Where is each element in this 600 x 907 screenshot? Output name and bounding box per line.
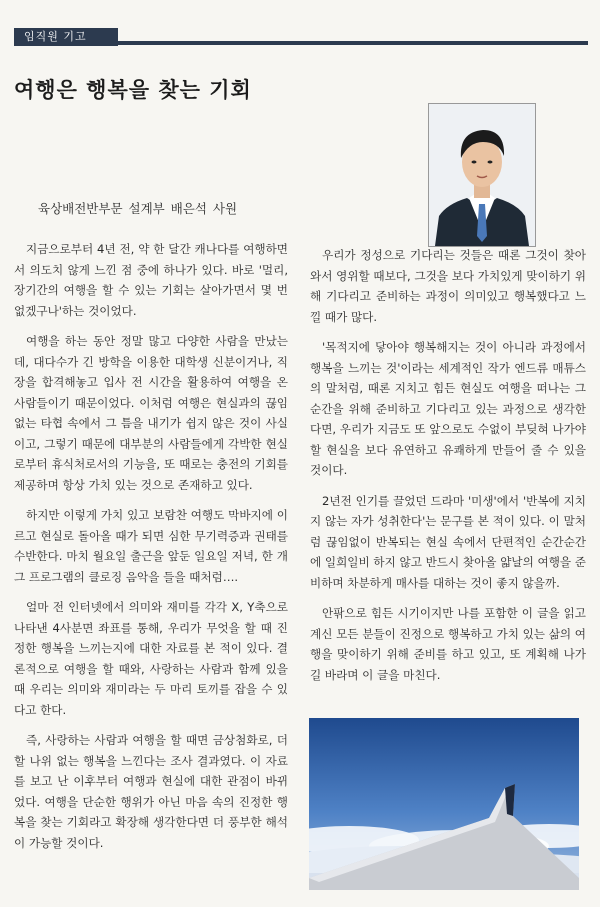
article-body-right-column: [310, 245, 586, 695]
body-paragraph: 하지만 이렇게 가치 있고 보람찬 여행도 막바지에 이르고 현실로 돌아올 때가 되면 심한 무기력증과 권태를 수반한다. 마치 월요일 출근을 앞둔 일요일 저녁, 한 개그 프로그램의 클로징 음악을 들을 때처럼….: [14, 508, 288, 584]
author-byline: 육상배전반부문 설계부 배은석 사원: [38, 201, 238, 216]
body-paragraph: '목적지에 닿아야 행복해지는 것이 아니라 과정에서 행복을 느끼는 것'이라는 세계적인 작가 엔드류 매튜스의 말처럼, 때론 지치고 힘든 현실도 여행을 떠나는 그 순간을 위해 준비하고 기다리고 있는 과정으로 생각한다면, 우리가 지금도 또 앞으로도 수없이 부딪혀 나가야 할 현실을 보다 유연하고 유쾌하게 만들어 줄 수 있을 것이다.: [310, 340, 586, 477]
section-divider: [118, 41, 588, 45]
body-paragraph: 여행을 하는 동안 정말 많고 다양한 사람을 만났는데, 대다수가 긴 방학을 이용한 대학생 신분이거나, 직장을 합격해놓고 입사 전 시간을 활용하여 여행을 온 사람들이기 때문이었다. 이처럼 여행은 현실과의 끊임없는 타협 속에서 그 틈을 내기가 쉽지 않은 것이 사실이고, 그렇기 때문에 대부분의 사람들에게 각박한 현실로부터 휴식처로서의 기능을, 또 때로는 충전의 기회를 제공하며 항상 가치 있는 것으로 존재하고 있다.: [14, 334, 288, 492]
body-paragraph: 지금으로부터 4년 전, 약 한 달간 캐나다를 여행하면서 의도치 않게 느낀 점 중에 하나가 있다. 바로 '멀리, 장기간의 여행을 할 수 있는 기회는 살아가면서 몇 번 없겠구나'하는 것이었다.: [14, 242, 288, 318]
body-paragraph: 안팎으로 힘든 시기이지만 나를 포함한 이 글을 읽고 계신 모든 분들이 진정으로 행복하고 가치 있는 삶의 여행을 맞이하기 위해 준비를 하고 있고, 또 계획해 나가길 바라며 이 글을 마친다.: [310, 606, 586, 682]
airplane-wing-photo: [309, 718, 579, 890]
body-paragraph: 우리가 정성으로 기다리는 것들은 때론 그것이 찾아와서 영위할 때보다, 그것을 보다 가치있게 맞이하기 위해 기다리고 준비하는 과정이 의미있고 행복했다고 느낄 때가 많다.: [310, 248, 586, 324]
article-body-left-column: [14, 239, 288, 863]
body-paragraph: 즉, 사랑하는 사람과 여행을 할 때면 금상첨화로, 더할 나위 없는 행복을 느낀다는 조사 결과였다. 이 자료를 보고 난 이후부터 여행과 현실에 대한 관점이 바뀌었다. 여행을 단순한 행위가 아닌 마음 속의 진정한 행복을 찾는 기회라고 확장해 생각한다면 더 풍부한 해석이 가능할 것이다.: [14, 733, 288, 850]
body-paragraph: 2년전 인기를 끌었던 드라마 '미생'에서 '반복에 지치지 않는 자가 성취한다'는 문구를 본 적이 있다. 이 말처럼 끊임없이 반복되는 현실 속에서 단편적인 순간순간에 일희일비 하지 않고 반드시 찾아올 얇날의 여행을 준비하며 차분하게 매사를 대하는 것이 좋지 않을까.: [310, 493, 586, 590]
author-portrait: [428, 103, 536, 247]
body-paragraph: 얼마 전 인터넷에서 의미와 재미를 각각 X, Y축으로 나타낸 4사분면 좌표를 통해, 우리가 무엇을 할 때 진정한 행복을 느끼는지에 대한 자료를 본 적이 있다. 결론적으로 여행을 할 때와, 사랑하는 사람과 함께 있을 때 우리는 의미와 재미라는 두 마리 토끼를 잡을 수 있다고 한다.: [14, 600, 288, 717]
section-label: 임직원 기고: [14, 28, 118, 46]
article-title: 여행은 행복을 찾는 기회: [14, 78, 252, 102]
